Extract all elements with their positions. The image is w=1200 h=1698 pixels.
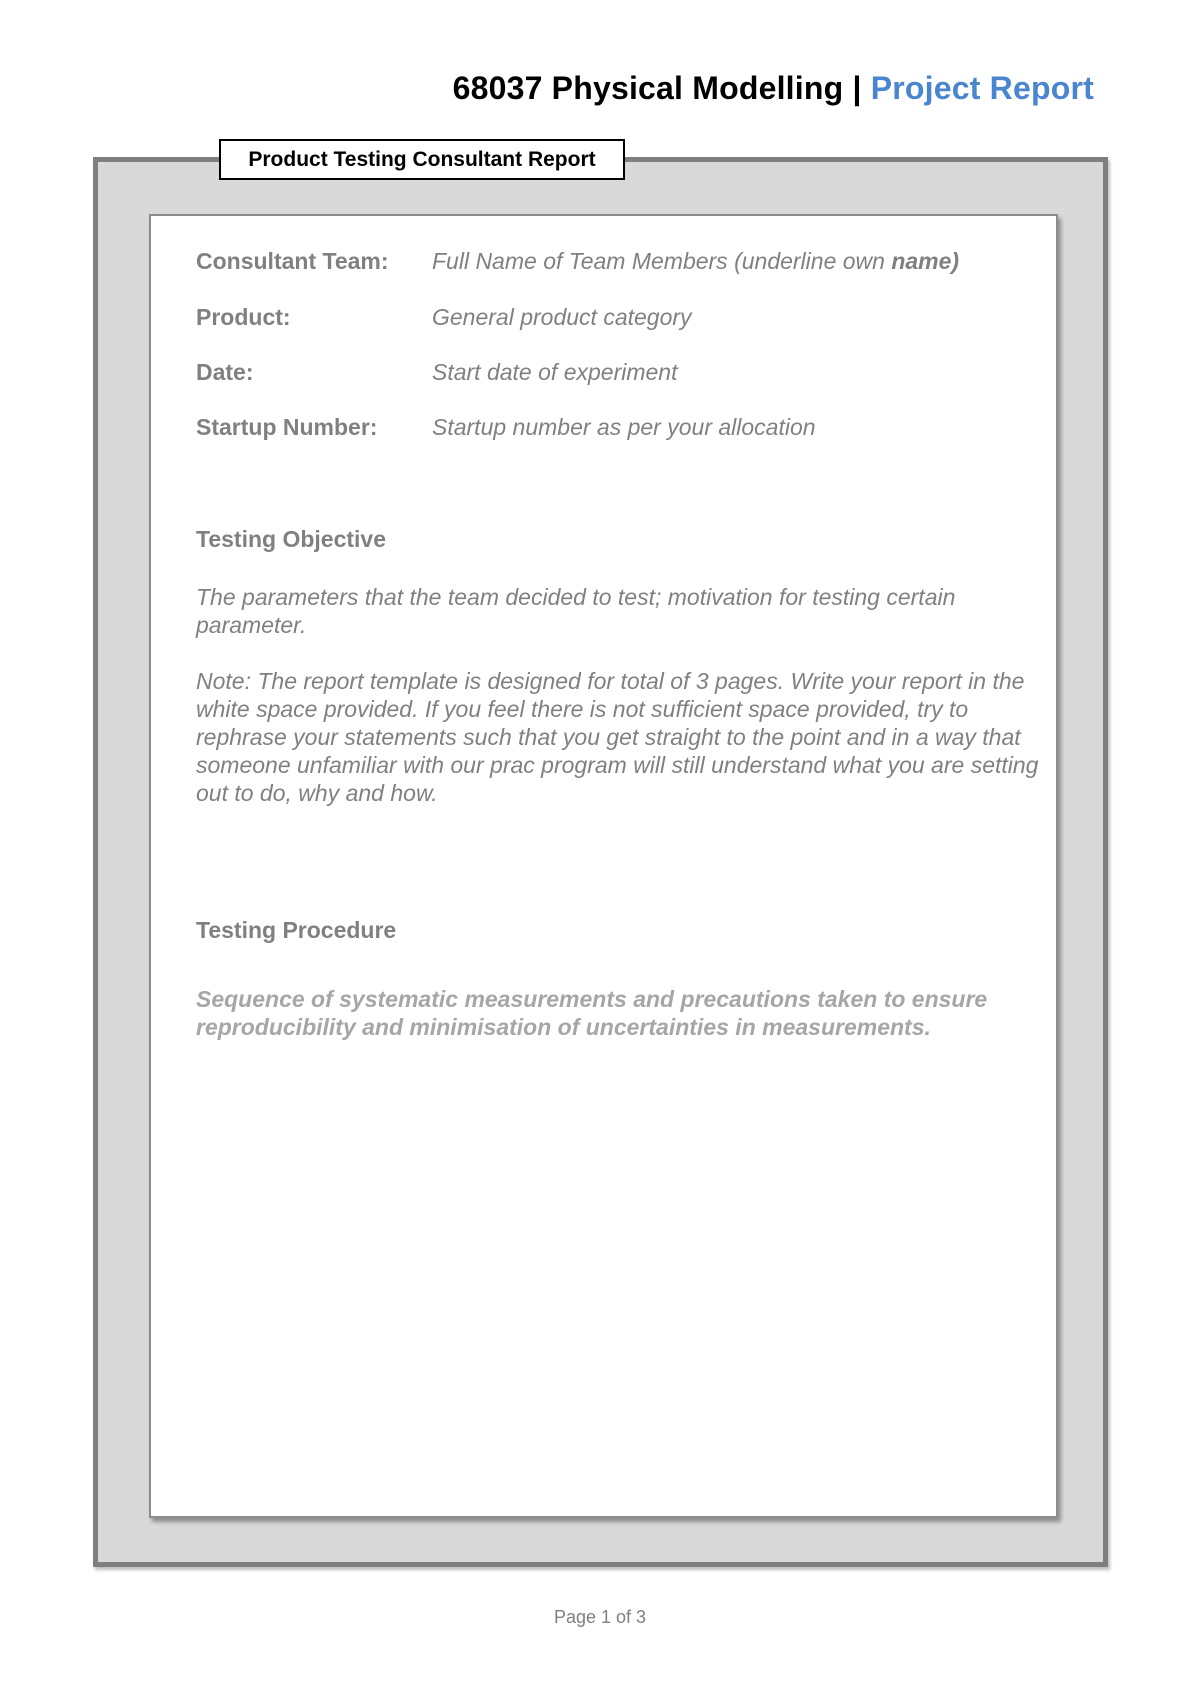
meta-value: Startup number as per your allocation [432, 414, 816, 440]
meta-value: General product category [432, 304, 692, 330]
testing-objective-text: The parameters that the team decided to test; motivation for testing certain parameter. [196, 584, 956, 638]
meta-value: Start date of experiment [432, 359, 678, 385]
course-title: 68037 Physical Modelling [452, 70, 844, 106]
testing-objective-heading: Testing Objective [196, 526, 387, 552]
meta-label: Startup Number: [196, 414, 378, 440]
page-header [453, 70, 1094, 107]
meta-row-product [196, 304, 692, 331]
meta-row-consultant-team [196, 248, 959, 275]
testing-procedure-text: Sequence of systematic measurements and precautions taken to ensure reproducibility and minimisation of uncertainties in measurements. [196, 986, 988, 1040]
meta-label: Consultant Team: [196, 248, 389, 274]
meta-row-date [196, 359, 677, 386]
report-content-area [149, 214, 1058, 1518]
report-type-title: Project Report [870, 70, 1094, 106]
testing-procedure-heading: Testing Procedure [196, 917, 397, 943]
meta-row-startup-number [196, 414, 816, 441]
meta-label: Date: [196, 359, 254, 385]
meta-value: Full Name of Team Members (underline own name) [432, 248, 960, 274]
template-note: Note: The report template is designed for total of 3 pages. Write your report in the white space provided. If you feel there is not sufficient space provided, try to rephrase your statements such that you get straight to the point and in a way that someone unfamiliar with our prac program will still understand what you are setting out to do, why and how. [196, 668, 1039, 806]
header-separator: | [852, 70, 862, 106]
page-number: Page 1 of 3 [553, 1607, 647, 1627]
frame-label: Product Testing Consultant Report [219, 139, 625, 180]
meta-label: Product: [196, 304, 291, 330]
